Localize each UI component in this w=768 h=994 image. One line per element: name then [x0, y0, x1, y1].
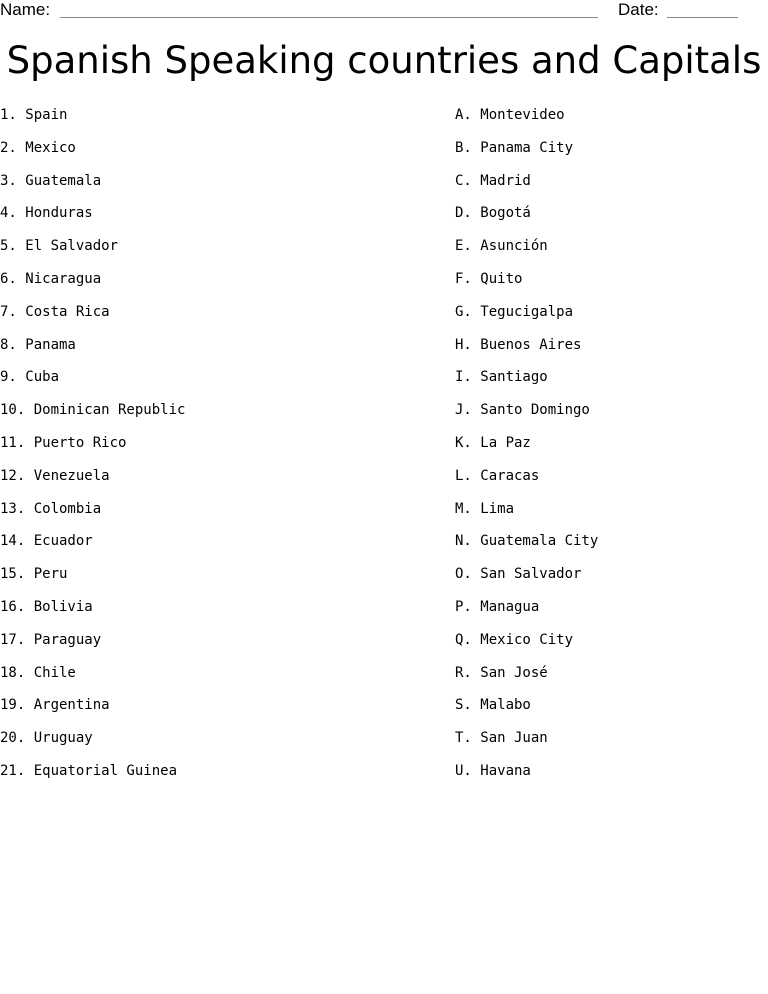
name-blank-line	[60, 17, 598, 18]
worksheet-header	[0, 0, 768, 22]
date-blank-line	[667, 17, 738, 18]
country-item: 16. Bolivia	[0, 598, 93, 615]
country-item: 18. Chile	[0, 664, 76, 681]
capital-item: H. Buenos Aires	[455, 336, 582, 353]
country-item: 21. Equatorial Guinea	[0, 762, 178, 779]
country-item: 19. Argentina	[0, 697, 110, 714]
country-item: 15. Peru	[0, 566, 68, 583]
country-item: 5. El Salvador	[0, 238, 119, 255]
capital-item: L. Caracas	[455, 467, 540, 484]
capital-item: A. Montevideo	[455, 107, 565, 123]
country-item: 7. Costa Rica	[0, 303, 110, 320]
capital-item: G. Tegucigalpa	[455, 303, 574, 320]
country-item: 14. Ecuador	[0, 533, 93, 550]
capital-item: E. Asunción	[455, 238, 548, 255]
country-item: 6. Nicaragua	[0, 270, 102, 287]
capital-item: N. Guatemala City	[455, 533, 599, 550]
capital-item: B. Panama City	[455, 139, 574, 156]
country-item: 3. Guatemala	[0, 172, 102, 189]
capital-item: O. San Salvador	[455, 566, 582, 583]
capital-item: U. Havana	[455, 762, 531, 779]
country-item: 2. Mexico	[0, 139, 76, 156]
capital-item: C. Madrid	[455, 172, 531, 189]
country-item: 20. Uruguay	[0, 730, 93, 747]
capital-item: I. Santiago	[455, 369, 548, 386]
country-item: 4. Honduras	[0, 205, 93, 222]
country-item: 1. Spain	[0, 107, 68, 123]
worksheet-title: Spanish Speaking countries and Capitals	[6, 39, 762, 82]
capitals-list	[455, 101, 755, 790]
capital-item: S. Malabo	[455, 697, 531, 714]
capital-item: J. Santo Domingo	[455, 402, 590, 419]
country-item: 10. Dominican Republic	[0, 402, 186, 419]
country-item: 17. Paraguay	[0, 631, 102, 648]
countries-list	[0, 101, 420, 790]
capital-item: P. Managua	[455, 598, 540, 615]
name-label: Name:	[0, 0, 51, 19]
capital-item: R. San José	[455, 664, 548, 681]
capital-item: Q. Mexico City	[455, 631, 574, 648]
capital-item: M. Lima	[455, 500, 515, 517]
country-item: 9. Cuba	[0, 369, 60, 386]
capital-item: F. Quito	[455, 270, 523, 287]
country-item: 8. Panama	[0, 336, 76, 353]
country-item: 12. Venezuela	[0, 467, 110, 484]
capital-item: T. San Juan	[455, 730, 548, 747]
date-label: Date:	[618, 0, 659, 19]
country-item: 13. Colombia	[0, 500, 102, 517]
capital-item: D. Bogotá	[455, 205, 531, 222]
capital-item: K. La Paz	[455, 434, 531, 451]
country-item: 11. Puerto Rico	[0, 434, 127, 451]
